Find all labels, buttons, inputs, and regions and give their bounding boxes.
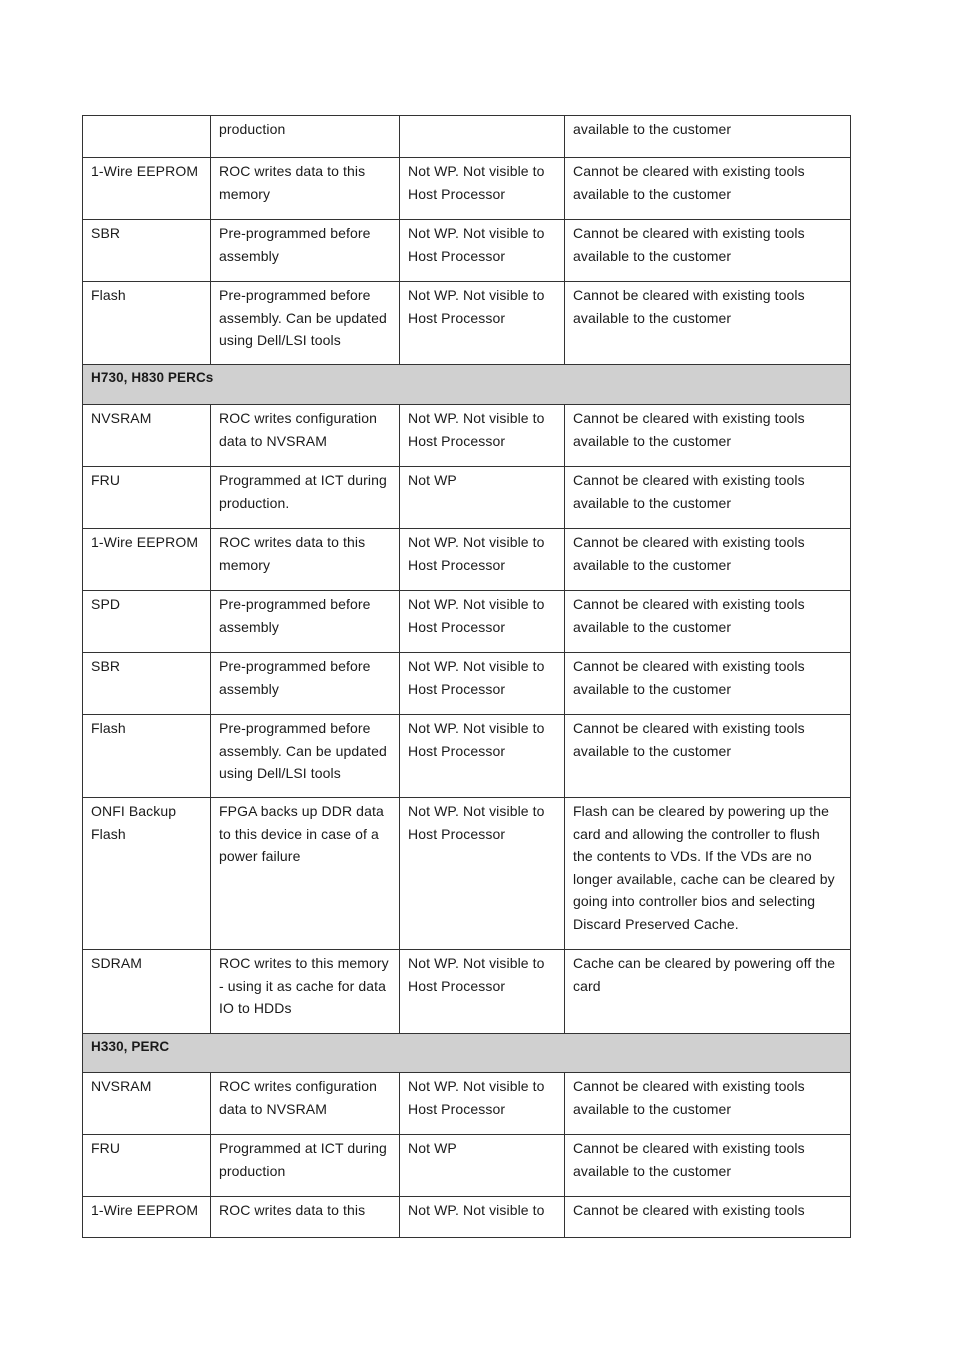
write-protect-cell: Not WP. Not visible to Host Processor	[400, 950, 565, 1034]
write-method-cell: Programmed at ICT during production.	[211, 467, 400, 529]
clear-method-cell: Cannot be cleared with existing tools available to the customer	[565, 405, 851, 467]
table-row	[83, 116, 851, 158]
component-cell: 1-Wire EEPROM	[83, 1197, 211, 1238]
memory-table	[82, 115, 851, 1238]
write-protect-cell: Not WP	[400, 1135, 565, 1197]
table-row	[83, 158, 851, 220]
write-method-cell: ROC writes data to this memory	[211, 158, 400, 220]
section-title: H330, PERC	[83, 1034, 851, 1073]
clear-method-cell: Cache can be cleared by powering off the card	[565, 950, 851, 1034]
write-method-cell: production	[211, 116, 400, 158]
write-protect-cell: Not WP. Not visible to Host Processor	[400, 529, 565, 591]
table-row	[83, 220, 851, 282]
write-method-cell: ROC writes data to this	[211, 1197, 400, 1238]
clear-method-cell: Cannot be cleared with existing tools available to the customer	[565, 715, 851, 798]
write-method-cell: Pre-programmed before assembly	[211, 591, 400, 653]
clear-method-cell: Cannot be cleared with existing tools available to the customer	[565, 529, 851, 591]
write-method-cell: ROC writes configuration data to NVSRAM	[211, 405, 400, 467]
write-protect-cell: Not WP. Not visible to Host Processor	[400, 282, 565, 365]
component-cell: 1-Wire EEPROM	[83, 529, 211, 591]
section-title: H730, H830 PERCs	[83, 365, 851, 405]
clear-method-cell: Cannot be cleared with existing tools	[565, 1197, 851, 1238]
table-row	[83, 282, 851, 365]
clear-method-cell: Cannot be cleared with existing tools available to the customer	[565, 158, 851, 220]
component-cell: ONFI Backup Flash	[83, 798, 211, 950]
clear-method-cell: Cannot be cleared with existing tools available to the customer	[565, 1135, 851, 1197]
write-method-cell: ROC writes data to this memory	[211, 529, 400, 591]
write-protect-cell: Not WP. Not visible to Host Processor	[400, 798, 565, 950]
write-method-cell: ROC writes to this memory - using it as cache for data IO to HDDs	[211, 950, 400, 1034]
clear-method-cell: Cannot be cleared with existing tools available to the customer	[565, 591, 851, 653]
write-protect-cell: Not WP. Not visible to Host Processor	[400, 1073, 565, 1135]
write-protect-cell: Not WP. Not visible to Host Processor	[400, 653, 565, 715]
table-row	[83, 653, 851, 715]
write-method-cell: Pre-programmed before assembly. Can be updated using Dell/LSI tools	[211, 282, 400, 365]
write-protect-cell: Not WP	[400, 467, 565, 529]
table-row	[83, 591, 851, 653]
component-cell: NVSRAM	[83, 405, 211, 467]
memory-table-body	[83, 116, 851, 1238]
write-method-cell: Programmed at ICT during production	[211, 1135, 400, 1197]
table-row	[83, 1073, 851, 1135]
table-row	[83, 1135, 851, 1197]
component-cell: Flash	[83, 715, 211, 798]
write-method-cell: Pre-programmed before assembly. Can be updated using Dell/LSI tools	[211, 715, 400, 798]
clear-method-cell: Cannot be cleared with existing tools available to the customer	[565, 1073, 851, 1135]
write-protect-cell: Not WP. Not visible to	[400, 1197, 565, 1238]
section-header-row	[83, 365, 851, 405]
component-cell: FRU	[83, 1135, 211, 1197]
write-method-cell: FPGA backs up DDR data to this device in case of a power failure	[211, 798, 400, 950]
table-row	[83, 715, 851, 798]
clear-method-cell: available to the customer	[565, 116, 851, 158]
write-protect-cell: Not WP. Not visible to Host Processor	[400, 405, 565, 467]
write-method-cell: ROC writes configuration data to NVSRAM	[211, 1073, 400, 1135]
clear-method-cell: Cannot be cleared with existing tools available to the customer	[565, 653, 851, 715]
component-cell: SBR	[83, 220, 211, 282]
write-protect-cell: Not WP. Not visible to Host Processor	[400, 220, 565, 282]
write-protect-cell: Not WP. Not visible to Host Processor	[400, 591, 565, 653]
write-protect-cell: Not WP. Not visible to Host Processor	[400, 158, 565, 220]
clear-method-cell: Flash can be cleared by powering up the card and allowing the controller to flush the contents to VDs. If the VDs are no longer available, cache can be cleared by going into controller bios and selecting Discard Preserved Cache.	[565, 798, 851, 950]
table-row	[83, 529, 851, 591]
section-header-row	[83, 1034, 851, 1073]
component-cell: 1-Wire EEPROM	[83, 158, 211, 220]
component-cell: FRU	[83, 467, 211, 529]
component-cell: SPD	[83, 591, 211, 653]
clear-method-cell: Cannot be cleared with existing tools available to the customer	[565, 220, 851, 282]
clear-method-cell: Cannot be cleared with existing tools available to the customer	[565, 467, 851, 529]
component-cell: SBR	[83, 653, 211, 715]
write-method-cell: Pre-programmed before assembly	[211, 653, 400, 715]
table-row	[83, 467, 851, 529]
clear-method-cell: Cannot be cleared with existing tools available to the customer	[565, 282, 851, 365]
table-row	[83, 798, 851, 950]
component-cell: Flash	[83, 282, 211, 365]
table-row	[83, 1197, 851, 1238]
write-protect-cell: Not WP. Not visible to Host Processor	[400, 715, 565, 798]
component-cell: SDRAM	[83, 950, 211, 1034]
component-cell	[83, 116, 211, 158]
table-row	[83, 950, 851, 1034]
table-row	[83, 405, 851, 467]
component-cell: NVSRAM	[83, 1073, 211, 1135]
write-method-cell: Pre-programmed before assembly	[211, 220, 400, 282]
write-protect-cell	[400, 116, 565, 158]
